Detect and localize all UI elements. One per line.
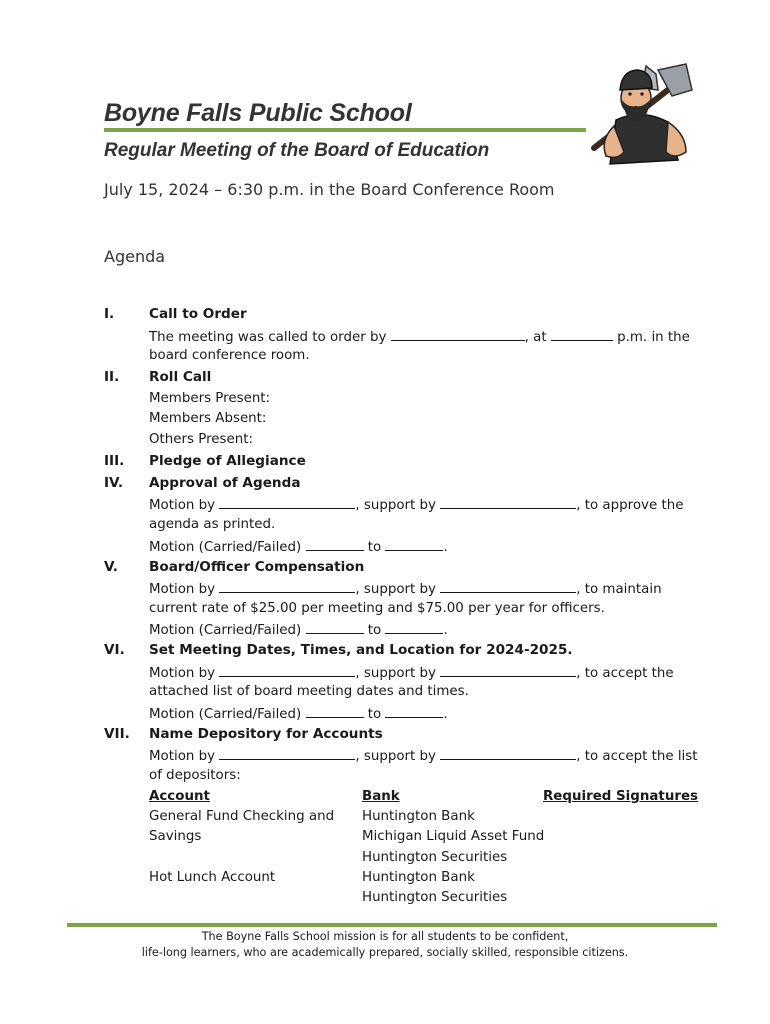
school-name: Boyne Falls Public School: [104, 99, 412, 127]
members-absent: Members Absent:: [149, 411, 267, 426]
item-4-motion: Motion by , support by , to approve the: [149, 498, 684, 513]
blank-line: [440, 664, 576, 677]
mission-statement-line-2: life-long learners, who are academically prepared, socially skilled, responsible citizens.: [141, 946, 629, 959]
mission-statement-line-1: The Boyne Falls School mission is for all students to be confident,: [201, 930, 569, 943]
table-cell-bank: Michigan Liquid Asset Fund: [362, 829, 545, 844]
table-cell-bank: Huntington Bank: [362, 809, 475, 824]
item-4-line-2: agenda as printed.: [149, 517, 276, 532]
item-4-result: Motion (Carried/Failed) to .: [149, 540, 448, 555]
members-present: Members Present:: [149, 391, 271, 406]
blank-line: [385, 705, 443, 718]
blank-line: [219, 747, 355, 760]
column-header-account: Account: [149, 789, 210, 804]
item-5-title: Board/Officer Compensation: [149, 559, 365, 575]
blank-line: [440, 496, 576, 509]
blank-line: [385, 538, 443, 551]
item-1-line: The meeting was called to order by , at p.m. in the: [149, 330, 690, 345]
blank-line: [551, 328, 613, 341]
blank-line: [385, 621, 443, 634]
item-5-motion: Motion by , support by , to maintain: [149, 582, 662, 597]
item-6-motion: Motion by , support by , to accept the: [149, 666, 674, 681]
blank-line: [306, 538, 364, 551]
footer-divider: [67, 923, 717, 927]
item-1-line-2: board conference room.: [149, 348, 310, 363]
table-cell-bank: Huntington Securities: [362, 850, 508, 865]
blank-line: [306, 621, 364, 634]
blank-line: [440, 580, 576, 593]
blank-line: [391, 328, 525, 341]
table-cell-account: Hot Lunch Account: [149, 870, 276, 885]
item-4-title: Approval of Agenda: [149, 475, 301, 491]
item-5-number: V.: [104, 559, 118, 575]
item-7-number: VII.: [104, 726, 130, 742]
item-5-line-2: current rate of $25.00 per meeting and $75.00 per year for officers.: [149, 601, 605, 616]
table-cell-account: General Fund Checking and: [149, 809, 335, 824]
item-1-title: Call to Order: [149, 306, 247, 322]
blank-line: [306, 705, 364, 718]
item-7-motion: Motion by , support by , to accept the list: [149, 749, 698, 764]
item-7-title: Name Depository for Accounts: [149, 726, 383, 742]
item-6-result: Motion (Carried/Failed) to .: [149, 707, 448, 722]
meeting-date-line: July 15, 2024 – 6:30 p.m. in the Board Conference Room: [104, 180, 555, 199]
item-3-title: Pledge of Allegiance: [149, 453, 306, 469]
blank-line: [219, 496, 355, 509]
agenda-heading: Agenda: [104, 247, 166, 266]
item-6-title: Set Meeting Dates, Times, and Location for 2024-2025.: [149, 642, 573, 658]
item-5-result: Motion (Carried/Failed) to .: [149, 623, 448, 638]
blank-line: [219, 664, 355, 677]
lumberjack-mascot-icon: [586, 60, 696, 170]
others-present: Others Present:: [149, 432, 254, 447]
column-header-signatures: Required Signatures: [543, 789, 699, 804]
blank-line: [440, 747, 576, 760]
item-2-number: II.: [104, 369, 120, 385]
item-7-line-2: of depositors:: [149, 768, 241, 783]
column-header-bank: Bank: [362, 789, 400, 804]
item-6-line-2: attached list of board meeting dates and times.: [149, 684, 469, 699]
table-cell-account: Savings: [149, 829, 202, 844]
meeting-title: Regular Meeting of the Board of Education: [104, 140, 490, 161]
item-3-number: III.: [104, 453, 125, 469]
table-cell-bank: Huntington Securities: [362, 890, 508, 905]
blank-line: [219, 580, 355, 593]
table-cell-bank: Huntington Bank: [362, 870, 475, 885]
item-6-number: VI.: [104, 642, 125, 658]
header-divider: [104, 128, 586, 132]
item-4-number: IV.: [104, 475, 123, 491]
item-1-number: I.: [104, 306, 115, 322]
item-2-title: Roll Call: [149, 369, 212, 385]
